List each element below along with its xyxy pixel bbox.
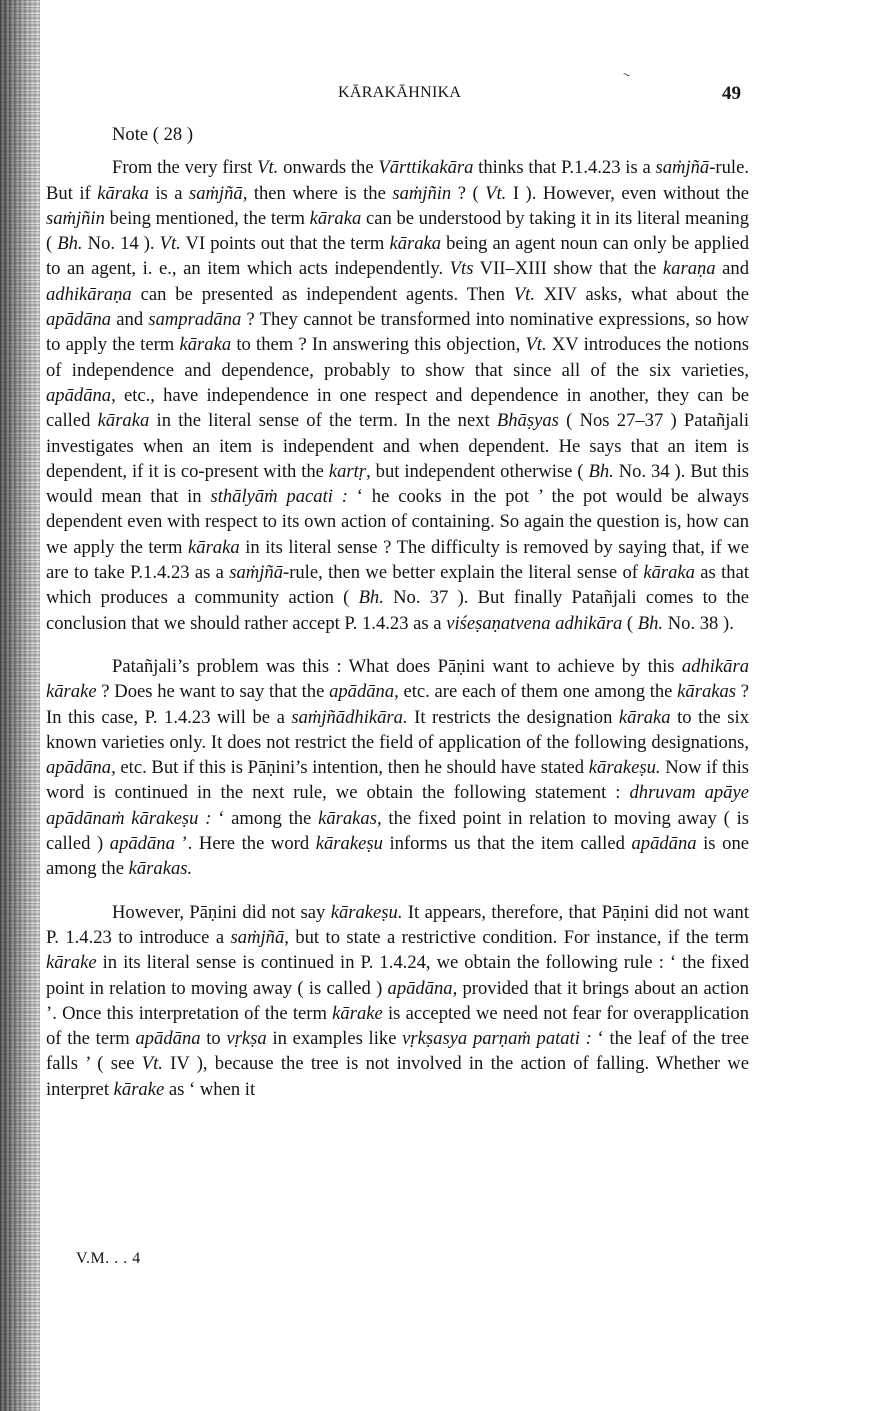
italic-term: Bh. — [358, 587, 384, 609]
text-run: -rule. But if — [46, 157, 749, 204]
text-run: etc. are each of them one among the — [398, 681, 678, 703]
italic-term: saṁjñā, — [230, 926, 289, 948]
italic-term: kāraka — [618, 706, 671, 728]
italic-term: kāraka — [179, 334, 232, 356]
italic-term: apādāna, — [46, 757, 116, 779]
text-run: to the six known varieties only. It does not restrict the field of application of the following designations, — [46, 706, 750, 753]
text-run: ? In this case, P. 1.4.23 will be a — [46, 681, 750, 728]
text-run: to — [200, 1028, 227, 1050]
running-head: KĀRAKĀHNIKA — [338, 84, 462, 101]
text-run: and — [111, 309, 149, 331]
text-run: is a — [148, 182, 189, 204]
text-run: XIV asks, what about the — [535, 283, 749, 305]
text-run: onwards the — [278, 157, 379, 179]
italic-term: apādāna — [135, 1028, 201, 1050]
italic-term: karaṇa — [662, 258, 716, 280]
italic-term: Vt. — [513, 283, 535, 305]
text-run: It appears, therefore, that Pāṇini did not want P. 1.4.23 to introduce a — [46, 901, 749, 948]
text-run: being an agent noun can only be applied to an agent, i. e., an item which acts independently. — [46, 233, 750, 280]
italic-term: kāraka — [97, 410, 150, 432]
italic-term: Vt. — [141, 1053, 163, 1075]
text-run: No. 37 ). But finally Patañjali comes to the conclusion that we should rather accept P. 1.4.23 as a — [46, 587, 749, 634]
paragraph — [46, 654, 749, 882]
italic-term: apādāna, — [46, 384, 116, 406]
text-run: Now if this word is continued in the next rule, we obtain the following statement : — [46, 757, 749, 804]
text-run: I ). However, even without the — [506, 182, 749, 204]
text-run: informs us that the item called — [382, 833, 632, 855]
text-run: VI points out that the term — [180, 233, 390, 255]
text-run: in examples like — [266, 1028, 403, 1050]
italic-term: kārakas, — [318, 807, 382, 829]
footer-signature: V.M. . . 4 — [76, 1250, 141, 1267]
text-run: ? Does he want to say that the — [96, 681, 330, 703]
italic-term: kāraka — [309, 207, 362, 229]
italic-term: kāraka — [389, 233, 442, 255]
text-run: ‘ the leaf of the tree falls ’ ( see — [46, 1028, 749, 1075]
italic-term: Vts — [449, 258, 474, 280]
scan-speck-icon: ~ — [620, 68, 633, 82]
italic-term: Vt. — [159, 233, 181, 255]
text-run: No. 38 ). — [663, 612, 734, 634]
text-run: It restricts the designation — [407, 706, 619, 728]
italic-term: Bh. — [57, 233, 83, 255]
text-run: in the literal sense of the term. In the next — [149, 410, 497, 432]
text-run: Patañjali’s problem was this : What does Pāṇini want to achieve by this — [112, 655, 682, 677]
italic-term: saṁjñā — [229, 562, 283, 584]
italic-term: adhikāra kārake — [46, 655, 749, 703]
italic-term: saṁjñin — [392, 182, 452, 204]
italic-term: apādāna — [46, 309, 112, 331]
italic-term: Bhāṣyas — [496, 410, 559, 432]
paragraph — [46, 155, 749, 636]
text-run: IV ), because the tree is not involved in the action of falling. Whether we interpret — [46, 1053, 749, 1100]
text-run: can be understood by taking it in its literal meaning ( — [46, 207, 749, 255]
text-run: ( Nos 27–37 ) Patañjali investigates when an item is independent and when dependent. He says that an item is dependent, if it is co-present with the — [46, 410, 749, 482]
text-run: ? ( — [451, 182, 486, 204]
italic-term: kārakas. — [128, 858, 193, 880]
text-run: ‘ he cooks in the pot ’ the pot would be always dependent even with respect to its own action of containing. So again the question is, how can we apply the term — [46, 486, 749, 558]
text-run: is accepted we need not fear for overapplication of the term — [46, 1002, 749, 1050]
text-run: then where is the — [247, 182, 393, 204]
text-run: -rule, then we better explain the literal sense of — [283, 562, 644, 584]
text-run: No. 14 ). — [82, 233, 160, 255]
text-run: From the very first — [112, 157, 258, 179]
italic-term: vṛkṣasya parṇaṁ patati : — [402, 1028, 592, 1050]
italic-term: saṁjñā — [655, 157, 710, 179]
text-run: in its literal sense is continued in P. 1.4.24, we obtain the following rule : ‘ the fixed point in relation to moving away ( is called ) — [46, 952, 749, 999]
text-run: thinks that P.1.4.23 is a — [473, 157, 656, 179]
italic-term: kāraka — [97, 182, 149, 204]
text-run: XV introduces the notions of independence and dependence, probably to show that since all of the six varieties, — [46, 334, 749, 381]
text-run: and — [715, 258, 750, 280]
italic-term: Vt. — [257, 157, 279, 179]
text-run: but independent otherwise ( — [370, 460, 589, 482]
italic-term: dhruvam apāye apādānaṁ kārakeṣu : — [46, 782, 749, 829]
italic-term: vṛkṣa — [226, 1028, 267, 1050]
italic-term: saṁjñādhikāra. — [291, 706, 408, 728]
italic-term: apādāna — [631, 833, 697, 855]
text-run: ( — [622, 612, 638, 634]
italic-term: apādāna, — [329, 681, 399, 703]
italic-term: kārake — [113, 1078, 165, 1100]
note-heading: Note ( 28 ) — [112, 124, 194, 145]
italic-term: Bh. — [637, 612, 664, 634]
text-run: ? They cannot be transformed into nominative expressions, so how to apply the term — [46, 309, 749, 356]
italic-term: saṁjñā, — [188, 182, 248, 204]
italic-term: sampradāna — [148, 309, 242, 331]
italic-term: kartṛ, — [328, 460, 371, 482]
italic-term: kārake — [332, 1002, 383, 1024]
text-run: is one among the — [46, 833, 749, 880]
italic-term: adhikāraṇa — [46, 283, 132, 305]
text-run: the fixed point in relation to moving away ( is called ) — [46, 807, 749, 855]
text-run: being mentioned, the term — [104, 207, 310, 229]
italic-term: kārakeṣu. — [330, 901, 403, 923]
italic-term: kārakas — [677, 681, 737, 703]
text-run: as that which produces a community action ( — [46, 562, 749, 609]
italic-term: kāraka — [643, 562, 695, 584]
italic-term: Bh. — [588, 460, 614, 482]
text-run: provided that it brings about an action ’. Once this interpretation of the term — [46, 977, 749, 1024]
italic-term: apādāna, — [387, 977, 458, 999]
italic-term: kārakeṣu. — [588, 757, 661, 779]
italic-term: kāraka — [188, 536, 240, 558]
italic-term: saṁjñin — [46, 207, 105, 229]
text-run: However, Pāṇini did not say — [112, 901, 331, 923]
text-run: ‘ among the — [211, 807, 319, 829]
page-number: 49 — [722, 83, 741, 104]
text-run: VII–XIII show that the — [473, 258, 663, 280]
italic-term: sthālyāṁ pacati : — [210, 486, 348, 508]
text-run: as ‘ when it — [164, 1078, 256, 1100]
italic-term: Vt. — [485, 182, 507, 204]
text-run: ’. Here the word — [174, 833, 316, 855]
text-run: can be presented as independent agents. Then — [131, 283, 514, 305]
italic-term: apādāna — [109, 833, 175, 855]
italic-term: Vārttikakāra — [378, 157, 474, 179]
scanned-binding-edge — [0, 0, 40, 1411]
text-run: to them ? In answering this objection, — [231, 334, 526, 356]
italic-term: kārake — [46, 952, 97, 974]
paragraph — [46, 900, 749, 1102]
text-run: but to state a restrictive condition. For instance, if the term — [288, 926, 750, 948]
italic-term: viśeṣaṇatvena adhikāra — [446, 612, 623, 634]
italic-term: kārakeṣu — [315, 833, 383, 855]
body-text — [46, 122, 749, 1102]
text-run: in its literal sense ? The difficulty is removed by saying that, if we are to take P.1.4.23 as a — [46, 536, 749, 584]
text-run: etc., have independence in one respect and dependence in another, they can be called — [46, 384, 749, 432]
italic-term: Vt. — [525, 334, 547, 356]
text-run: etc. But if this is Pāṇini’s intention, then he should have stated — [115, 757, 589, 779]
text-run: No. 34 ). But this would mean that in — [46, 460, 749, 508]
